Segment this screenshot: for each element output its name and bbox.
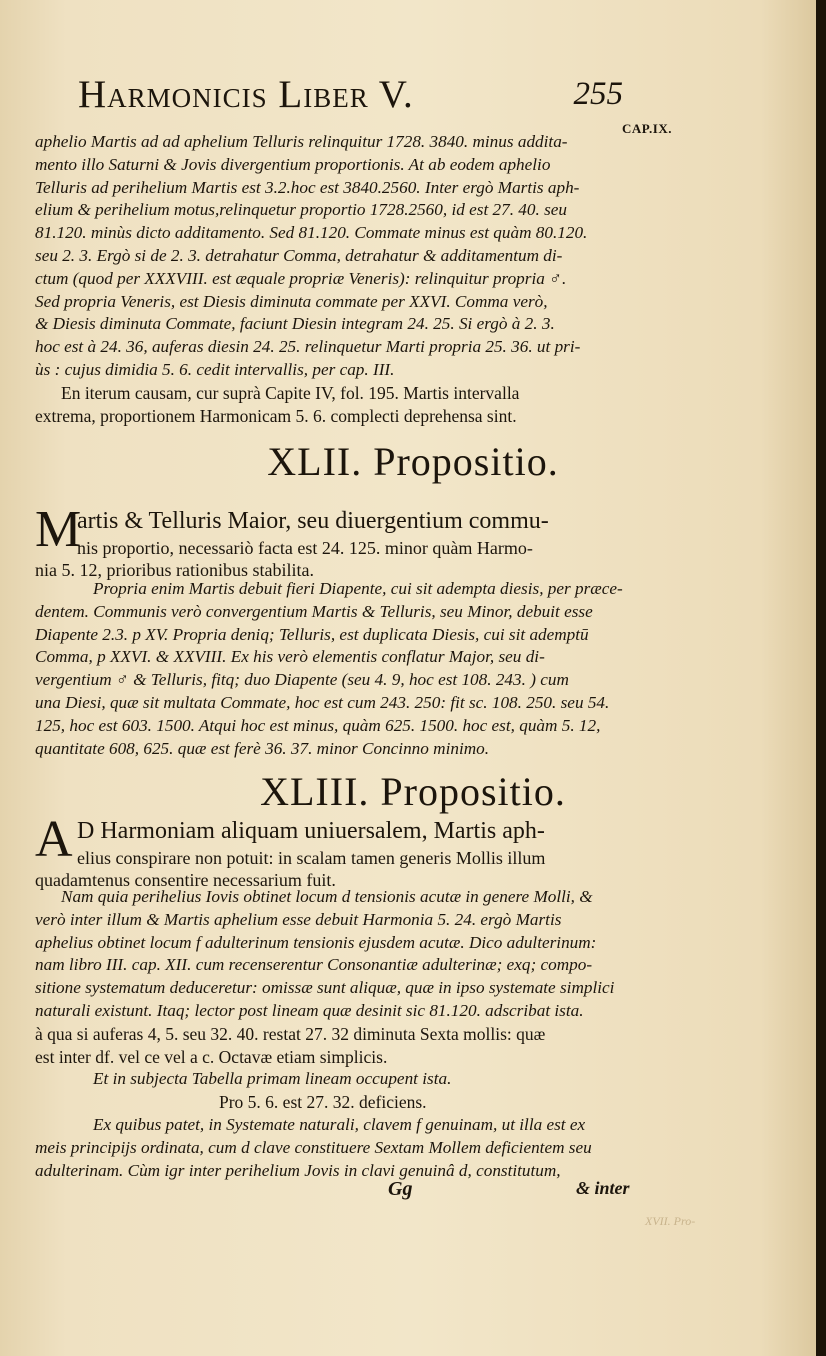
text-line: meis principijs ordinata, cum d clave constituere Sextam Mollem deficientem seu — [35, 1137, 592, 1157]
catchword: & inter — [576, 1178, 630, 1198]
text-line: 81.120. minùs dicto additamento. Sed 81.120. Commate minus est quàm 80.120. — [35, 223, 588, 243]
running-title: Harmonicis Liber V. — [78, 73, 414, 116]
statement-line: D Harmoniam aliquam uniuersalem, Martis aph- — [77, 818, 545, 844]
text-line: verò inter illum & Martis aphelium esse debuit Harmonia 5. 24. ergò Martis — [35, 909, 562, 929]
text-line: est inter df. vel ce vel a c. Octavæ etiam simplicis. — [35, 1046, 388, 1067]
text-line: adulterinam. Cùm igr inter perihelium Jovis in clavi genuinâ d, constitutum, — [35, 1160, 561, 1180]
text-line: elium & perihelium motus,relinquetur proportio 1728.2560, id est 27. 40. seu — [35, 200, 567, 220]
text-line: 125, hoc est 603. 1500. Atqui hoc est minus, quàm 625. 1500. hoc est, quàm 5. 12, — [35, 715, 601, 735]
text-line: ùs : cujus dimidia 5. 6. cedit intervallis, per cap. III. — [35, 359, 395, 379]
text-line: aphelio Martis ad ad aphelium Telluris relinquitur 1728. 3840. minus addita- — [35, 132, 568, 151]
text-line: una Diesi, quæ sit multata Commate, hoc est cum 243. 250: fit sc. 108. 250. seu 54. — [35, 692, 610, 712]
text-line: extrema, proportionem Harmonicam 5. 6. complecti deprehensa sint. — [35, 405, 517, 426]
text-line: Nam quia perihelius Iovis obtinet locum d tensionis acutæ in genere Molli, & — [61, 887, 593, 906]
text-line: quantitate 608, 625. quæ est ferè 36. 37. minor Concinno minimo. — [35, 738, 490, 758]
text-line: aphelius obtinet locum f adulterinum tensionis ejusdem acutæ. Dico adulterinum: — [35, 932, 597, 952]
page-edge-shadow — [816, 0, 826, 1356]
text-line: dentem. Communis verò convergentium Martis & Telluris, seu Minor, debuit esse — [35, 601, 593, 621]
drop-cap: M — [35, 501, 82, 558]
text-line: Sed propria Veneris, est Diesis diminuta commate per XXVI. Comma verò, — [35, 291, 548, 311]
proposition-statement — [35, 811, 633, 891]
statement-line: elius conspirare non potuit: in scalam tamen generis Mollis illum — [77, 848, 546, 868]
text-line: à qua si auferas 4, 5. seu 32. 40. restat 27. 32 diminuta Sexta mollis: quæ — [35, 1023, 546, 1044]
text-line: ctum (quod per XXXVIII. est æquale propriæ Veneris): relinquitur propria ♂. — [35, 268, 567, 288]
signature-mark: Gg — [388, 1178, 413, 1200]
text-line: mento illo Saturni & Jovis divergentium proportionis. At ab eodem aphelio — [35, 154, 551, 174]
proposition-proof — [35, 578, 633, 760]
statement-line: nia 5. 12, prioribus rationibus stabilita. — [35, 560, 314, 580]
text-line: Ex quibus patet, in Systemate naturali, clavem f genuinam, ut illa est ex — [93, 1114, 586, 1134]
text-line: Pro 5. 6. est 27. 32. deficiens. — [219, 1092, 427, 1113]
chapter-reference: CAP.IX. — [622, 121, 672, 136]
text-line: & Diesis diminuta Commate, faciunt Diesin integram 24. 25. Si ergò à 2. 3. — [35, 314, 555, 334]
bleed-through-text: XVII. Pro- — [645, 1214, 696, 1228]
proposition-heading: XLIII. Propositio. — [260, 769, 566, 814]
text-line: Et in subjecta Tabella primam lineam occupent ista. — [93, 1069, 452, 1089]
text-line: naturali existunt. Itaq; lector post lineam quæ desinit sic 81.120. adscribat ista. — [35, 1000, 584, 1020]
statement-line: nis proportio, necessariò facta est 24. 125. minor quàm Harmo- — [77, 538, 533, 558]
text-line: Telluris ad perihelium Martis est 3.2.hoc est 3840.2560. Inter ergò Martis aph- — [35, 177, 580, 197]
page-header — [78, 72, 623, 120]
statement-line: quadamtenus consentire necessarium fuit. — [35, 870, 336, 890]
text-line: sitione systematum deduceretur: omissæ sunt aliquæ, quæ in ipso systemate simplici — [35, 978, 615, 998]
text-line: vergentium ♂ & Telluris, fitq; duo Diapente (seu 4. 9, hoc est 108. 243. ) cum — [35, 670, 569, 690]
text-line: nam libro III. cap. XII. cum recenserentur Consonantiæ adulterinæ; exq; compo- — [35, 955, 593, 975]
drop-cap: A — [35, 811, 73, 868]
text-line: Propria enim Martis debuit fieri Diapente, cui sit adempta diesis, per præce- — [93, 579, 623, 598]
text-line: seu 2. 3. Ergò si de 2. 3. detrahatur Comma, detrahatur & additamentum di- — [35, 245, 563, 265]
top-text-block — [35, 131, 633, 427]
text-line: hoc est à 24. 36, auferas diesin 24. 25. relinquetur Marti propria 25. 36. ut pri- — [35, 337, 581, 357]
proposition-proof — [35, 886, 633, 1182]
page-number: 255 — [573, 76, 623, 112]
proposition-heading: XLII. Propositio. — [267, 439, 559, 484]
text-line: En iterum causam, cur suprà Capite IV, fol. 195. Martis intervalla — [61, 382, 520, 403]
text-line: Comma, p XXVI. & XXVIII. Ex his verò elementis conflatur Major, seu di- — [35, 647, 545, 667]
text-line: Diapente 2.3. p XV. Propria deniq; Telluris, est duplicata Diesis, cui sit ademptū — [35, 624, 589, 644]
proposition-statement — [35, 501, 633, 581]
statement-line: artis & Telluris Maior, seu diuergentium commu- — [77, 508, 549, 534]
